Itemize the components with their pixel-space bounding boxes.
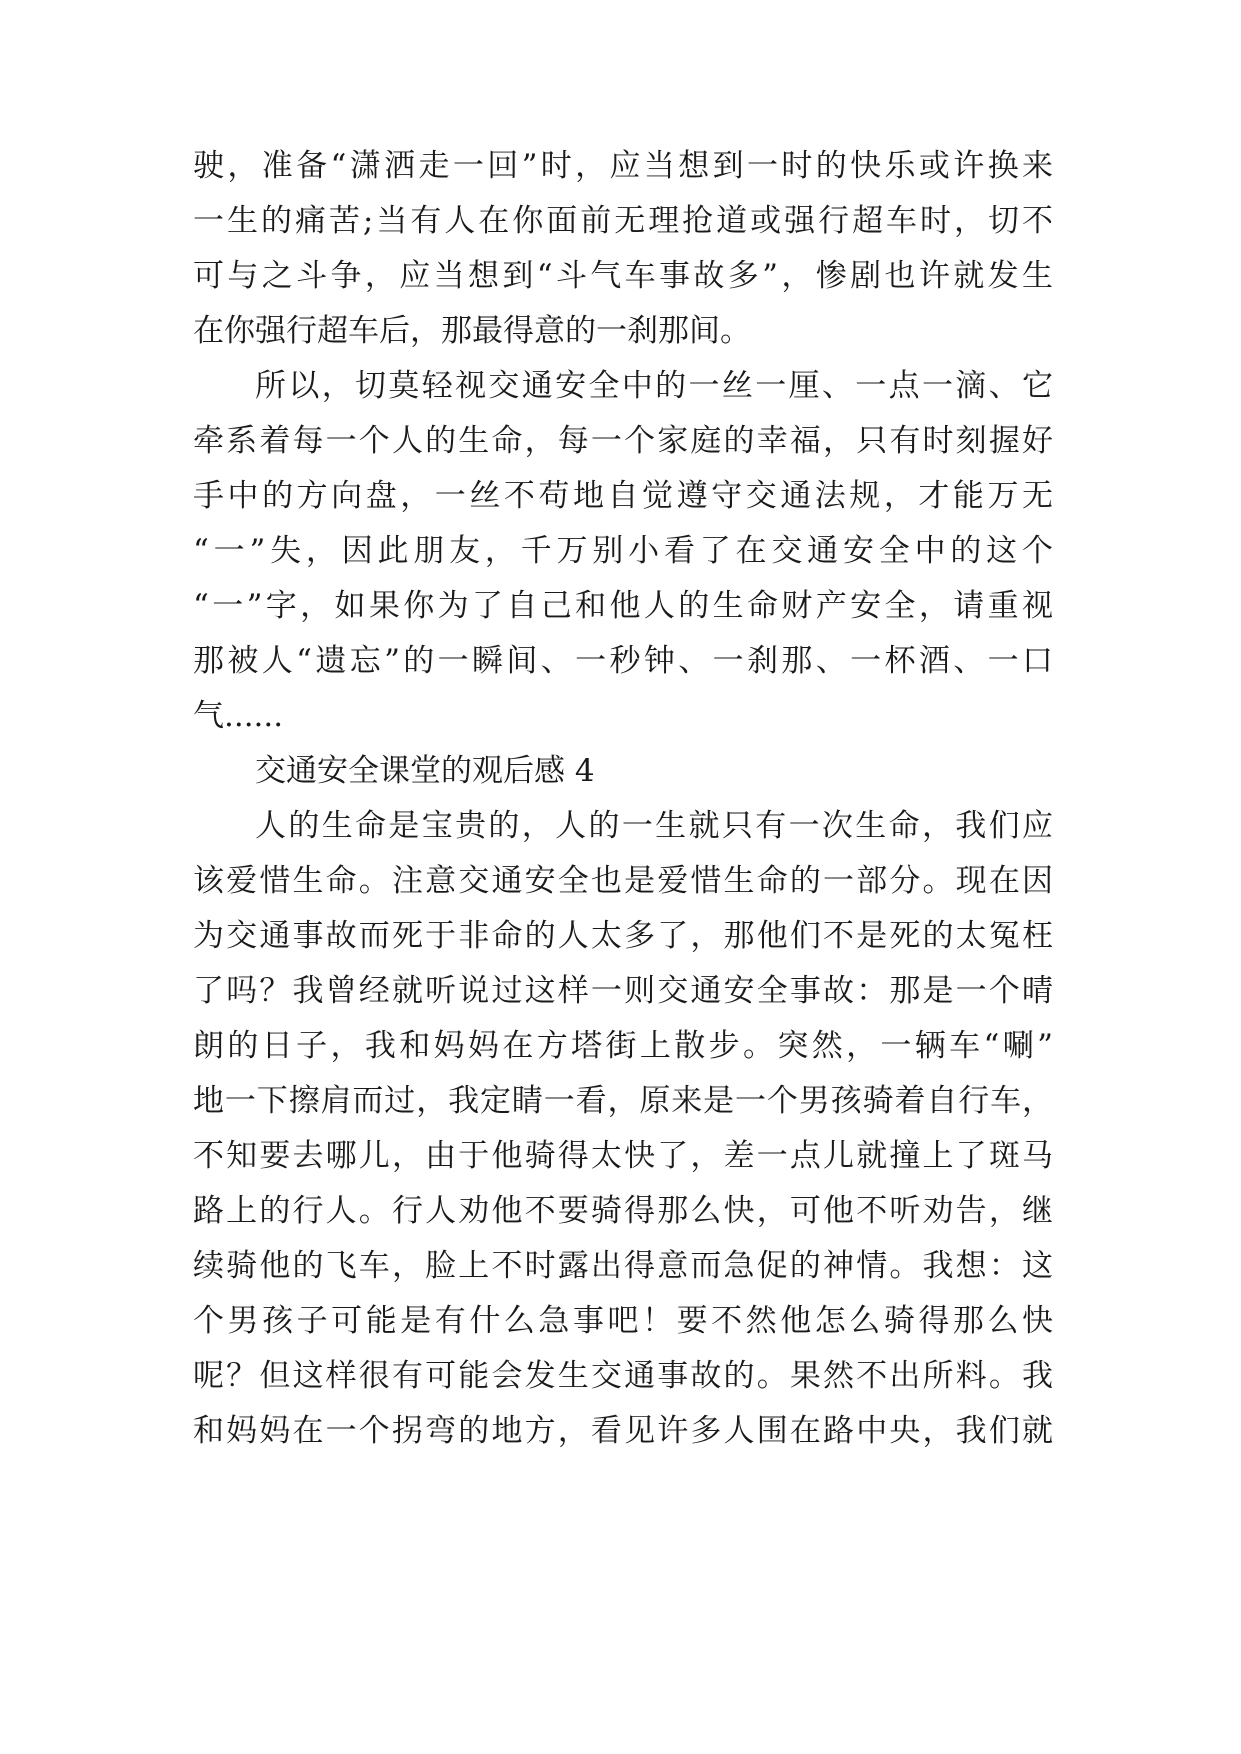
text-line: 和妈妈在一个拐弯的地方，看见许多人围在路中央，我们就 bbox=[193, 1413, 1053, 1449]
text-line: 为交通事故而死于非命的人太多了，那他们不是死的太冤枉 bbox=[193, 918, 1053, 954]
text-line: “一”字，如果你为了自己和他人的生命财产安全，请重视 bbox=[193, 588, 1053, 624]
text-line: 路上的行人。行人劝他不要骑得那么快，可他不听劝告，继 bbox=[193, 1193, 1053, 1229]
text-line: 人的生命是宝贵的，人的一生就只有一次生命，我们应 bbox=[255, 808, 1053, 844]
text-line: 地一下擦肩而过，我定睛一看，原来是一个男孩骑着自行车， bbox=[193, 1083, 1053, 1119]
text-line: 续骑他的飞车，脸上不时露出得意而急促的神情。我想：这 bbox=[193, 1248, 1053, 1284]
text-line: 驶，准备“潇洒走一回”时，应当想到一时的快乐或许换来 bbox=[193, 148, 1053, 184]
text-line: 朗的日子，我和妈妈在方塔街上散步。突然，一辆车“唰” bbox=[193, 1028, 1053, 1064]
text-line: 手中的方向盘，一丝不苟地自觉遵守交通法规，才能万无 bbox=[193, 478, 1053, 514]
text-line: 呢？但这样很有可能会发生交通事故的。果然不出所料。我 bbox=[193, 1358, 1053, 1394]
text-line: 气...... bbox=[193, 698, 284, 734]
section-heading: 交通安全课堂的观后感 4 bbox=[255, 753, 595, 789]
text-line: “一”失，因此朋友，千万别小看了在交通安全中的这个 bbox=[193, 533, 1053, 569]
text-line: 该爱惜生命。注意交通安全也是爱惜生命的一部分。现在因 bbox=[193, 863, 1053, 899]
text-line: 在你强行超车后，那最得意的一刹那间。 bbox=[193, 313, 751, 349]
text-line: 个男孩子可能是有什么急事吧！要不然他怎么骑得那么快 bbox=[193, 1303, 1053, 1339]
text-line: 不知要去哪儿，由于他骑得太快了，差一点儿就撞上了斑马 bbox=[193, 1138, 1053, 1174]
text-line: 所以，切莫轻视交通安全中的一丝一厘、一点一滴、它 bbox=[255, 368, 1053, 404]
text-line: 可与之斗争，应当想到“斗气车事故多”，惨剧也许就发生 bbox=[193, 258, 1053, 294]
text-line: 那被人“遗忘”的一瞬间、一秒钟、一刹那、一杯酒、一口 bbox=[193, 643, 1053, 679]
text-line: 牵系着每一个人的生命，每一个家庭的幸福，只有时刻握好 bbox=[193, 423, 1053, 459]
text-line: 一生的痛苦;当有人在你面前无理抢道或强行超车时，切不 bbox=[193, 203, 1053, 239]
text-line: 了吗？我曾经就听说过这样一则交通安全事故：那是一个晴 bbox=[193, 973, 1053, 1009]
